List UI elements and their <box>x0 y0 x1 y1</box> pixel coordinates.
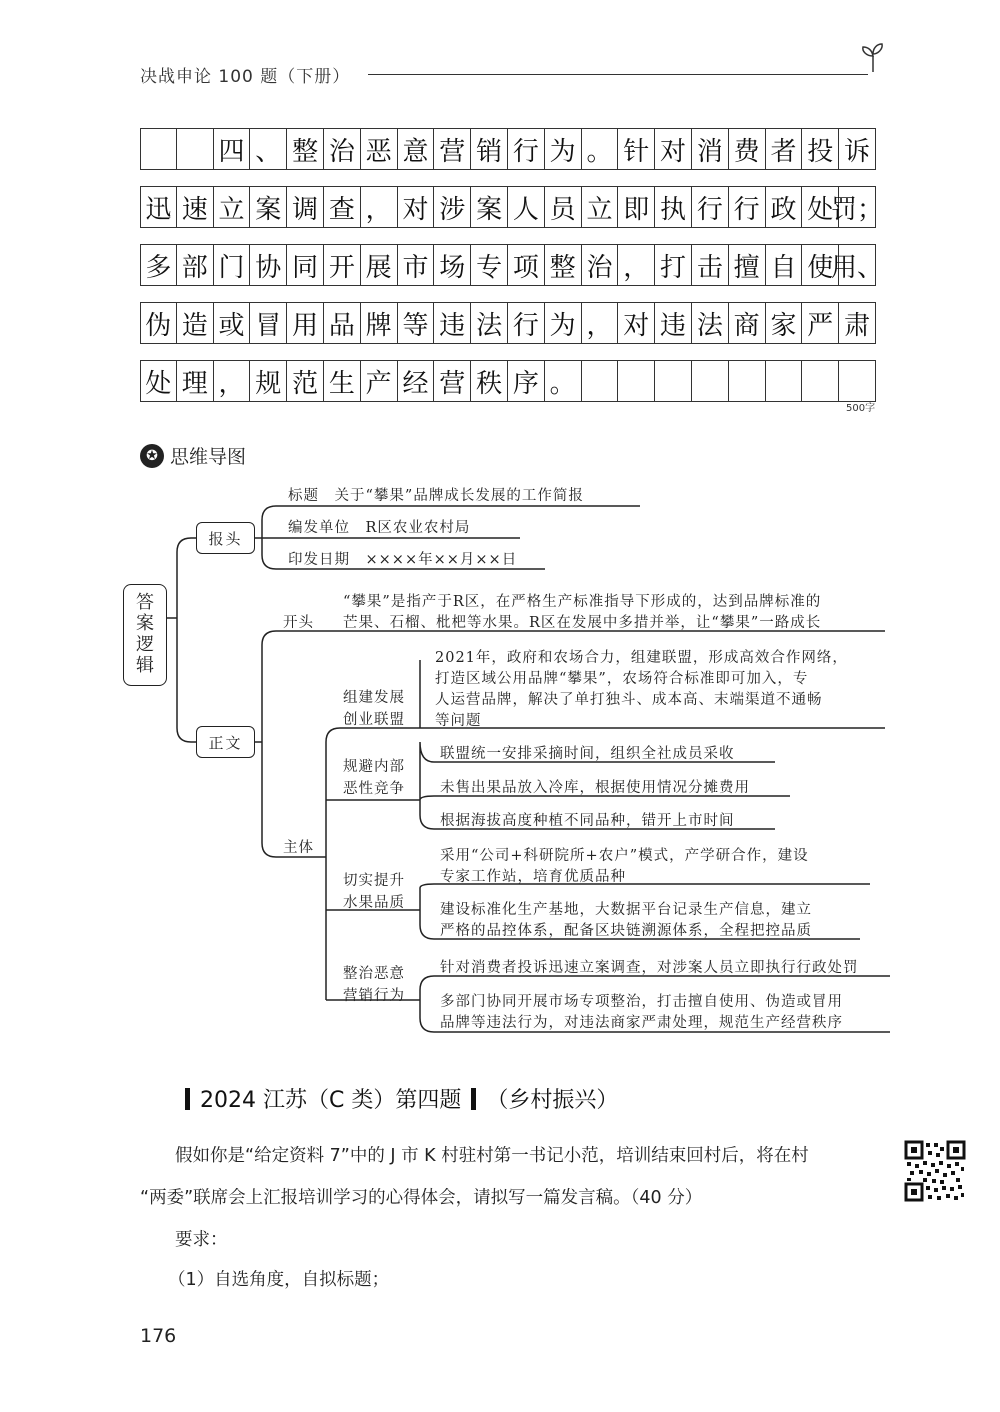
grid-cell: 案 <box>250 186 287 228</box>
grid-cell: 涉 <box>434 186 471 228</box>
header-item-title: 标题 关于“攀果”品牌成长发展的工作简报 <box>288 488 584 504</box>
grid-cell: 案 <box>471 186 508 228</box>
branch-label: 恶性竞争 <box>343 781 405 797</box>
grid-cell: ， <box>582 302 619 344</box>
grid-cell: 法 <box>692 302 729 344</box>
branch-item-line: 联盟统一安排采摘时间，组织全社成员采收 <box>440 746 735 762</box>
question-title: 2024 江苏（C 类）第四题 <box>200 1088 462 1113</box>
root-char: 辑 <box>136 655 154 676</box>
grid-cell: 行 <box>729 186 766 228</box>
requirements-label: 要求： <box>175 1230 228 1250</box>
grid-cell: ， <box>214 360 251 402</box>
grid-cell: 四 <box>214 128 251 170</box>
grid-cell: 打 <box>655 244 692 286</box>
grid-cell: 展 <box>361 244 398 286</box>
grid-cell: 整 <box>545 244 582 286</box>
grid-cell: 调 <box>287 186 324 228</box>
grid-cell: 专 <box>471 244 508 286</box>
branch-label: 整治恶意 <box>343 966 405 982</box>
grid-cell: 牌 <box>361 302 398 344</box>
grid-cell: 针 <box>618 128 655 170</box>
grid-cell: 、 <box>250 128 287 170</box>
grid-cell: 门 <box>214 244 251 286</box>
grid-cell: 秩 <box>471 360 508 402</box>
opening-label: 开头 <box>283 615 314 631</box>
grid-cell: 伪 <box>140 302 177 344</box>
page-number: 176 <box>140 1325 177 1347</box>
grid-cell: 即 <box>618 186 655 228</box>
grid-cell: 违 <box>655 302 692 344</box>
opening-text-line: “攀果”是指产于R区，在严格生产标准指导下形成的，达到品牌标准的 <box>343 594 822 610</box>
grid-cell: 市 <box>398 244 435 286</box>
grid-cell: 查 <box>324 186 361 228</box>
mindmap-root-label <box>132 592 158 676</box>
grid-cell: 冒 <box>250 302 287 344</box>
branch-item-line: 采用“公司+科研院所+农户”模式，产学研合作，建设 <box>440 848 809 864</box>
branch-label: 切实提升 <box>343 873 405 889</box>
connector-root <box>167 538 196 742</box>
branch-item-line: 品牌等违法行为，对违法商家严肃处理，规范生产经营秩序 <box>440 1015 843 1031</box>
grid-cell: 为 <box>545 128 582 170</box>
grid-cell: ， <box>361 186 398 228</box>
grid-cell: 同 <box>287 244 324 286</box>
grid-cell: 为 <box>545 302 582 344</box>
grid-cell: 营 <box>434 128 471 170</box>
branch-item-line: 打造区域公用品牌“攀果”，农场符合标准即可加入，专 <box>435 671 809 687</box>
grid-cell: 治 <box>582 244 619 286</box>
grid-cell: ， <box>618 244 655 286</box>
grid-cell: 执 <box>655 186 692 228</box>
grid-cell: 治 <box>324 128 361 170</box>
grid-cell: 产 <box>361 360 398 402</box>
grid-cell: 对 <box>618 302 655 344</box>
branch-item-line: 严格的品控体系，配备区块链溯源体系，全程把控品质 <box>440 923 812 939</box>
grid-cell: 罚； <box>839 186 876 228</box>
grid-cell: 序 <box>508 360 545 402</box>
body-node: 正文 <box>196 726 255 758</box>
mindmap-heading-label: 思维导图 <box>170 446 247 468</box>
grid-cell: 击 <box>692 244 729 286</box>
grid-cell: 投 <box>802 128 839 170</box>
header-node: 报头 <box>196 522 255 554</box>
main-body-label: 主体 <box>283 840 314 856</box>
branch-label: 创业联盟 <box>343 712 405 728</box>
grid-cell: 协 <box>250 244 287 286</box>
branch-item-line: 人运营品牌，解决了单打独斗、成本高、末端渠道不通畅 <box>435 692 823 708</box>
grid-cell: 者 <box>766 128 803 170</box>
grid-cell: 对 <box>655 128 692 170</box>
branch-label: 规避内部 <box>343 759 405 775</box>
grid-cell: 法 <box>471 302 508 344</box>
header-item-unit: 编发单位 R区农业农村局 <box>288 520 471 536</box>
branch-item-line: 针对消费者投诉迅速立案调查，对涉案人员立即执行行政处罚 <box>440 960 859 976</box>
header-item-date: 印发日期 ××××年××月××日 <box>288 552 518 568</box>
branch-label: 营销行为 <box>343 988 405 1004</box>
grid-cell: 。 <box>582 128 619 170</box>
root-char: 答 <box>136 592 154 613</box>
grid-cell: 品 <box>324 302 361 344</box>
grid-cell: 行 <box>692 186 729 228</box>
branch-item-line: 2021年，政府和农场合力，组建联盟，形成高效合作网络， <box>435 650 848 666</box>
branch-label: 水果品质 <box>343 895 405 911</box>
grid-cell: 。 <box>545 360 582 402</box>
grid-cell: 造 <box>177 302 214 344</box>
grid-cell: 销 <box>471 128 508 170</box>
branch-item-line: 未售出果品放入冷库，根据使用情况分摊费用 <box>440 780 750 796</box>
char-count-label: 500字 <box>846 403 876 414</box>
grid-cell: 商 <box>729 302 766 344</box>
grid-cell: 速 <box>177 186 214 228</box>
grid-cell: 违 <box>434 302 471 344</box>
grid-cell: 多 <box>140 244 177 286</box>
grid-cell: 立 <box>214 186 251 228</box>
grid-cell: 生 <box>324 360 361 402</box>
star-badge-icon: ✪ <box>140 444 164 468</box>
grid-cell: 恶 <box>361 128 398 170</box>
grid-cell: 意 <box>398 128 435 170</box>
grid-cell: 使 <box>802 244 839 286</box>
branch-item-line: 建设标准化生产基地，大数据平台记录生产信息，建立 <box>440 902 812 918</box>
root-char: 逻 <box>136 634 154 655</box>
grid-cell: 理 <box>177 360 214 402</box>
grid-cell: 政 <box>766 186 803 228</box>
grid-cell: 人 <box>508 186 545 228</box>
requirement-item: （1）自选角度，自拟标题； <box>168 1270 390 1290</box>
grid-cell: 立 <box>582 186 619 228</box>
grid-cell: 行 <box>508 128 545 170</box>
grid-cell: 范 <box>287 360 324 402</box>
grid-cell: 场 <box>434 244 471 286</box>
grid-cell: 等 <box>398 302 435 344</box>
grid-cell: 迅 <box>140 186 177 228</box>
question-topic: （乡村振兴） <box>486 1088 619 1113</box>
book-title: 决战申论 100 题（下册） <box>140 67 351 87</box>
qr-code-icon <box>904 1140 966 1202</box>
grid-cell: 处 <box>802 186 839 228</box>
grid-cell: 对 <box>398 186 435 228</box>
grid-cell: 擅 <box>729 244 766 286</box>
grid-cell: 肃 <box>839 302 876 344</box>
grid-cell: 开 <box>324 244 361 286</box>
branch-item-line: 根据海拔高度种植不同品种，错开上市时间 <box>440 813 735 829</box>
question-prompt-line: “两委”联席会上汇报培训学习的心得体会，请拟写一篇发言稿。（40 分） <box>140 1188 703 1208</box>
branch-item-line: 多部门协同开展市场专项整治，打击擅自使用、伪造或冒用 <box>440 994 843 1010</box>
grid-cell: 营 <box>434 360 471 402</box>
branch-item-line: 等问题 <box>435 713 482 729</box>
title-bar-left <box>185 1088 190 1110</box>
title-bar-right <box>471 1088 476 1110</box>
grid-cell: 部 <box>177 244 214 286</box>
grid-cell: 家 <box>766 302 803 344</box>
grid-cell: 规 <box>250 360 287 402</box>
branch-item-line: 专家工作站，培育优质品种 <box>440 869 626 885</box>
grid-cell: 行 <box>508 302 545 344</box>
grid-cell: 自 <box>766 244 803 286</box>
grid-cell: 整 <box>287 128 324 170</box>
grid-cell: 处 <box>140 360 177 402</box>
question-section-title <box>175 1083 618 1114</box>
grid-cell: 诉 <box>839 128 876 170</box>
grid-cell: 用、 <box>839 244 876 286</box>
opening-text-line: 芒果、石榴、枇杷等水果。R区在发展中多措并举，让“攀果”一路成长 <box>343 615 822 631</box>
grid-cell: 消 <box>692 128 729 170</box>
grid-cell: 严 <box>802 302 839 344</box>
grid-cell: 项 <box>508 244 545 286</box>
grid-cell: 或 <box>214 302 251 344</box>
root-char: 案 <box>136 613 154 634</box>
grid-cell: 经 <box>398 360 435 402</box>
grid-cell: 用 <box>287 302 324 344</box>
grid-cell: 费 <box>729 128 766 170</box>
branch-label: 组建发展 <box>343 690 405 706</box>
grid-cell: 员 <box>545 186 582 228</box>
question-prompt-line: 假如你是“给定资料 7”中的 J 市 K 村驻村第一书记小范，培训结束回村后，将在村 <box>175 1146 809 1166</box>
